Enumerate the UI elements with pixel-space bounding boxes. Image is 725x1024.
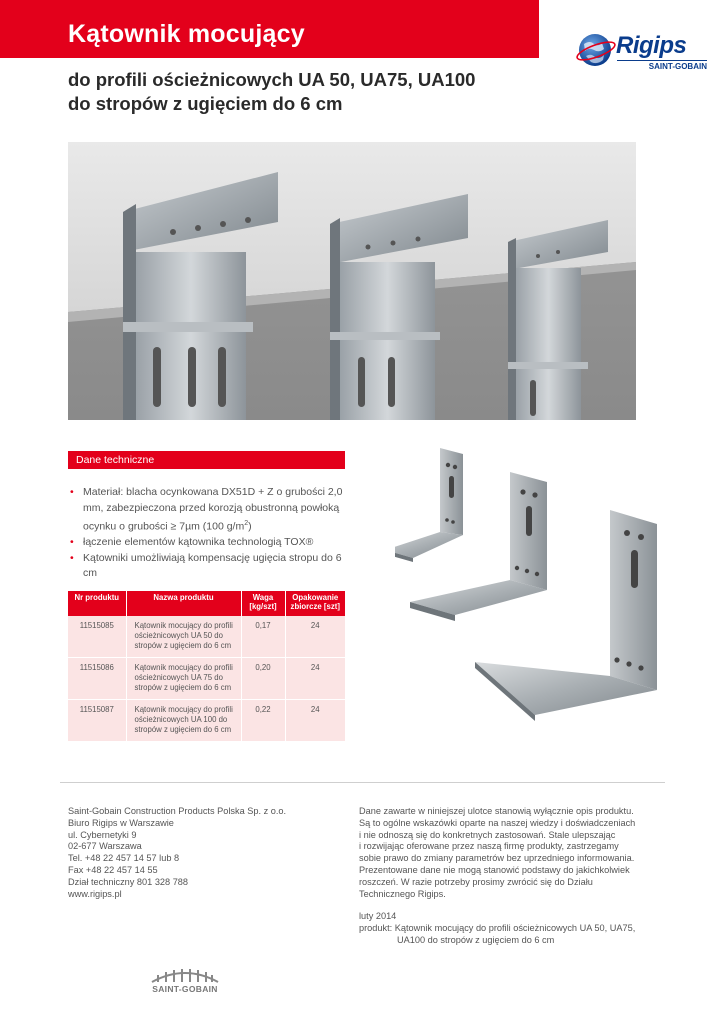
table-row xyxy=(68,700,345,742)
saint-gobain-arch-icon xyxy=(140,966,230,984)
cell-weight: 0,17 xyxy=(241,616,285,658)
cell-product-name: Kątownik mocujący do profili ościeżnicowych UA 100 do stropów z ugięciem do 6 cm xyxy=(126,700,241,742)
header-package: Opakowanie zbiorcze [szt] xyxy=(285,591,345,616)
cell-package: 24 xyxy=(285,700,345,742)
address-line: Saint-Gobain Construction Products Polska Sp. z o.o. xyxy=(68,806,287,816)
section-technical-data: Dane techniczne xyxy=(68,451,345,469)
logo-brand: Rigips xyxy=(616,32,687,59)
feature-list xyxy=(68,485,353,582)
cell-weight: 0,20 xyxy=(241,658,285,700)
saint-gobain-logo xyxy=(140,966,230,996)
document-product-line-2: UA100 do stropów z ugięciem do 6 cm xyxy=(397,934,555,945)
address-line: Tel. +48 22 457 14 57 lub 8 xyxy=(68,853,180,864)
logo-parent: SAINT-GOBAIN xyxy=(617,60,707,72)
feature-item: • Kątowniki umożliwiają kompensację ugięcia stropu do 6 cm xyxy=(68,551,353,582)
product-spec-table xyxy=(68,591,345,742)
subtitle-line-2: do stropów z ugięciem do 6 cm xyxy=(68,93,343,114)
document-product-line-1: produkt: Kątownik mocujący do profili ościeżnicowych UA 50, UA75, xyxy=(359,922,636,933)
address-line: ul. Cybernetyki 9 xyxy=(68,829,137,840)
saint-gobain-wordmark: SAINT-GOBAIN xyxy=(152,984,218,994)
header-product-name: Nazwa produktu xyxy=(126,591,241,616)
address-line: Fax +48 22 457 14 55 xyxy=(68,864,158,875)
page-subtitle xyxy=(68,68,475,116)
header-product-number: Nr produktu xyxy=(68,591,126,616)
disclaimer-line: Dane zawarte w niniejszej ulotce stanowią wyłącznie opis produktu. xyxy=(359,806,634,816)
document-date: luty 2014 xyxy=(359,911,397,921)
cell-product-number: 11515085 xyxy=(68,616,126,658)
disclaimer-text xyxy=(359,806,659,900)
disclaimer-line: roszczeń. W razie potrzeby prosimy zwrócić się do Działu xyxy=(359,876,593,887)
disclaimer-line: Technicznego Rigips. xyxy=(359,888,446,899)
table-row xyxy=(68,616,345,658)
feature-item: • Materiał: blacha ocynkowana DX51D + Z o grubości 2,0 mm, zabezpieczona przed korozją obustronną powłoką ocynku o grubości ≥ 7µm (100 $g/m^2$) xyxy=(68,485,353,535)
subtitle-line-1: do profili ościeżnicowych UA 50, UA75, UA100 xyxy=(68,69,476,90)
address-line: Biuro Rigips w Warszawie xyxy=(68,817,174,828)
disclaimer-line: Prezentowane dane nie mogą stanowić podstawy do jakichkolwiek xyxy=(359,864,630,875)
table-row xyxy=(68,658,345,700)
cell-product-name: Kątownik mocujący do profili ościeżnicowych UA 75 do stropów z ugięciem do 6 cm xyxy=(126,658,241,700)
product-photo xyxy=(68,142,636,420)
company-address xyxy=(68,806,286,900)
disclaimer-line: Są to ogólne wskazówki oparte na naszej wiedzy i doświadczeniach xyxy=(359,817,636,828)
product-brackets-illustration xyxy=(395,440,720,740)
cell-weight: 0,22 xyxy=(241,700,285,742)
address-line: 02-677 Warszawa xyxy=(68,841,142,852)
disclaimer-line: sobie prawo do zmiany parametrów bez uprzedniego informowania. xyxy=(359,853,635,864)
header-weight: Waga [kg/szt] xyxy=(241,591,285,616)
cell-package: 24 xyxy=(285,616,345,658)
globe-icon xyxy=(576,30,616,70)
table-header-row xyxy=(68,591,345,616)
website-link[interactable]: www.rigips.pl xyxy=(68,888,122,899)
document-meta xyxy=(359,911,659,946)
cell-package: 24 xyxy=(285,658,345,700)
address-line: Dział techniczny 801 328 788 xyxy=(68,876,189,887)
disclaimer-line: i rozwijając oferowane przez naszą firmę produkty, zastrzegamy xyxy=(359,841,619,852)
feature-item: • łączenie elementów kątownika technologią TOX® xyxy=(68,535,353,551)
disclaimer-line: i nie odnoszą się do konkretnych zastosowań. Stale ulepszając xyxy=(359,829,616,840)
rigips-logo xyxy=(576,30,706,74)
cell-product-name: Kątownik mocujący do profili ościeżnicowych UA 50 do stropów z ugięciem do 6 cm xyxy=(126,616,241,658)
cell-product-number: 11515086 xyxy=(68,658,126,700)
page-title: Kątownik mocujący xyxy=(68,20,305,48)
cell-product-number: 11515087 xyxy=(68,700,126,742)
footer-divider xyxy=(60,782,665,783)
